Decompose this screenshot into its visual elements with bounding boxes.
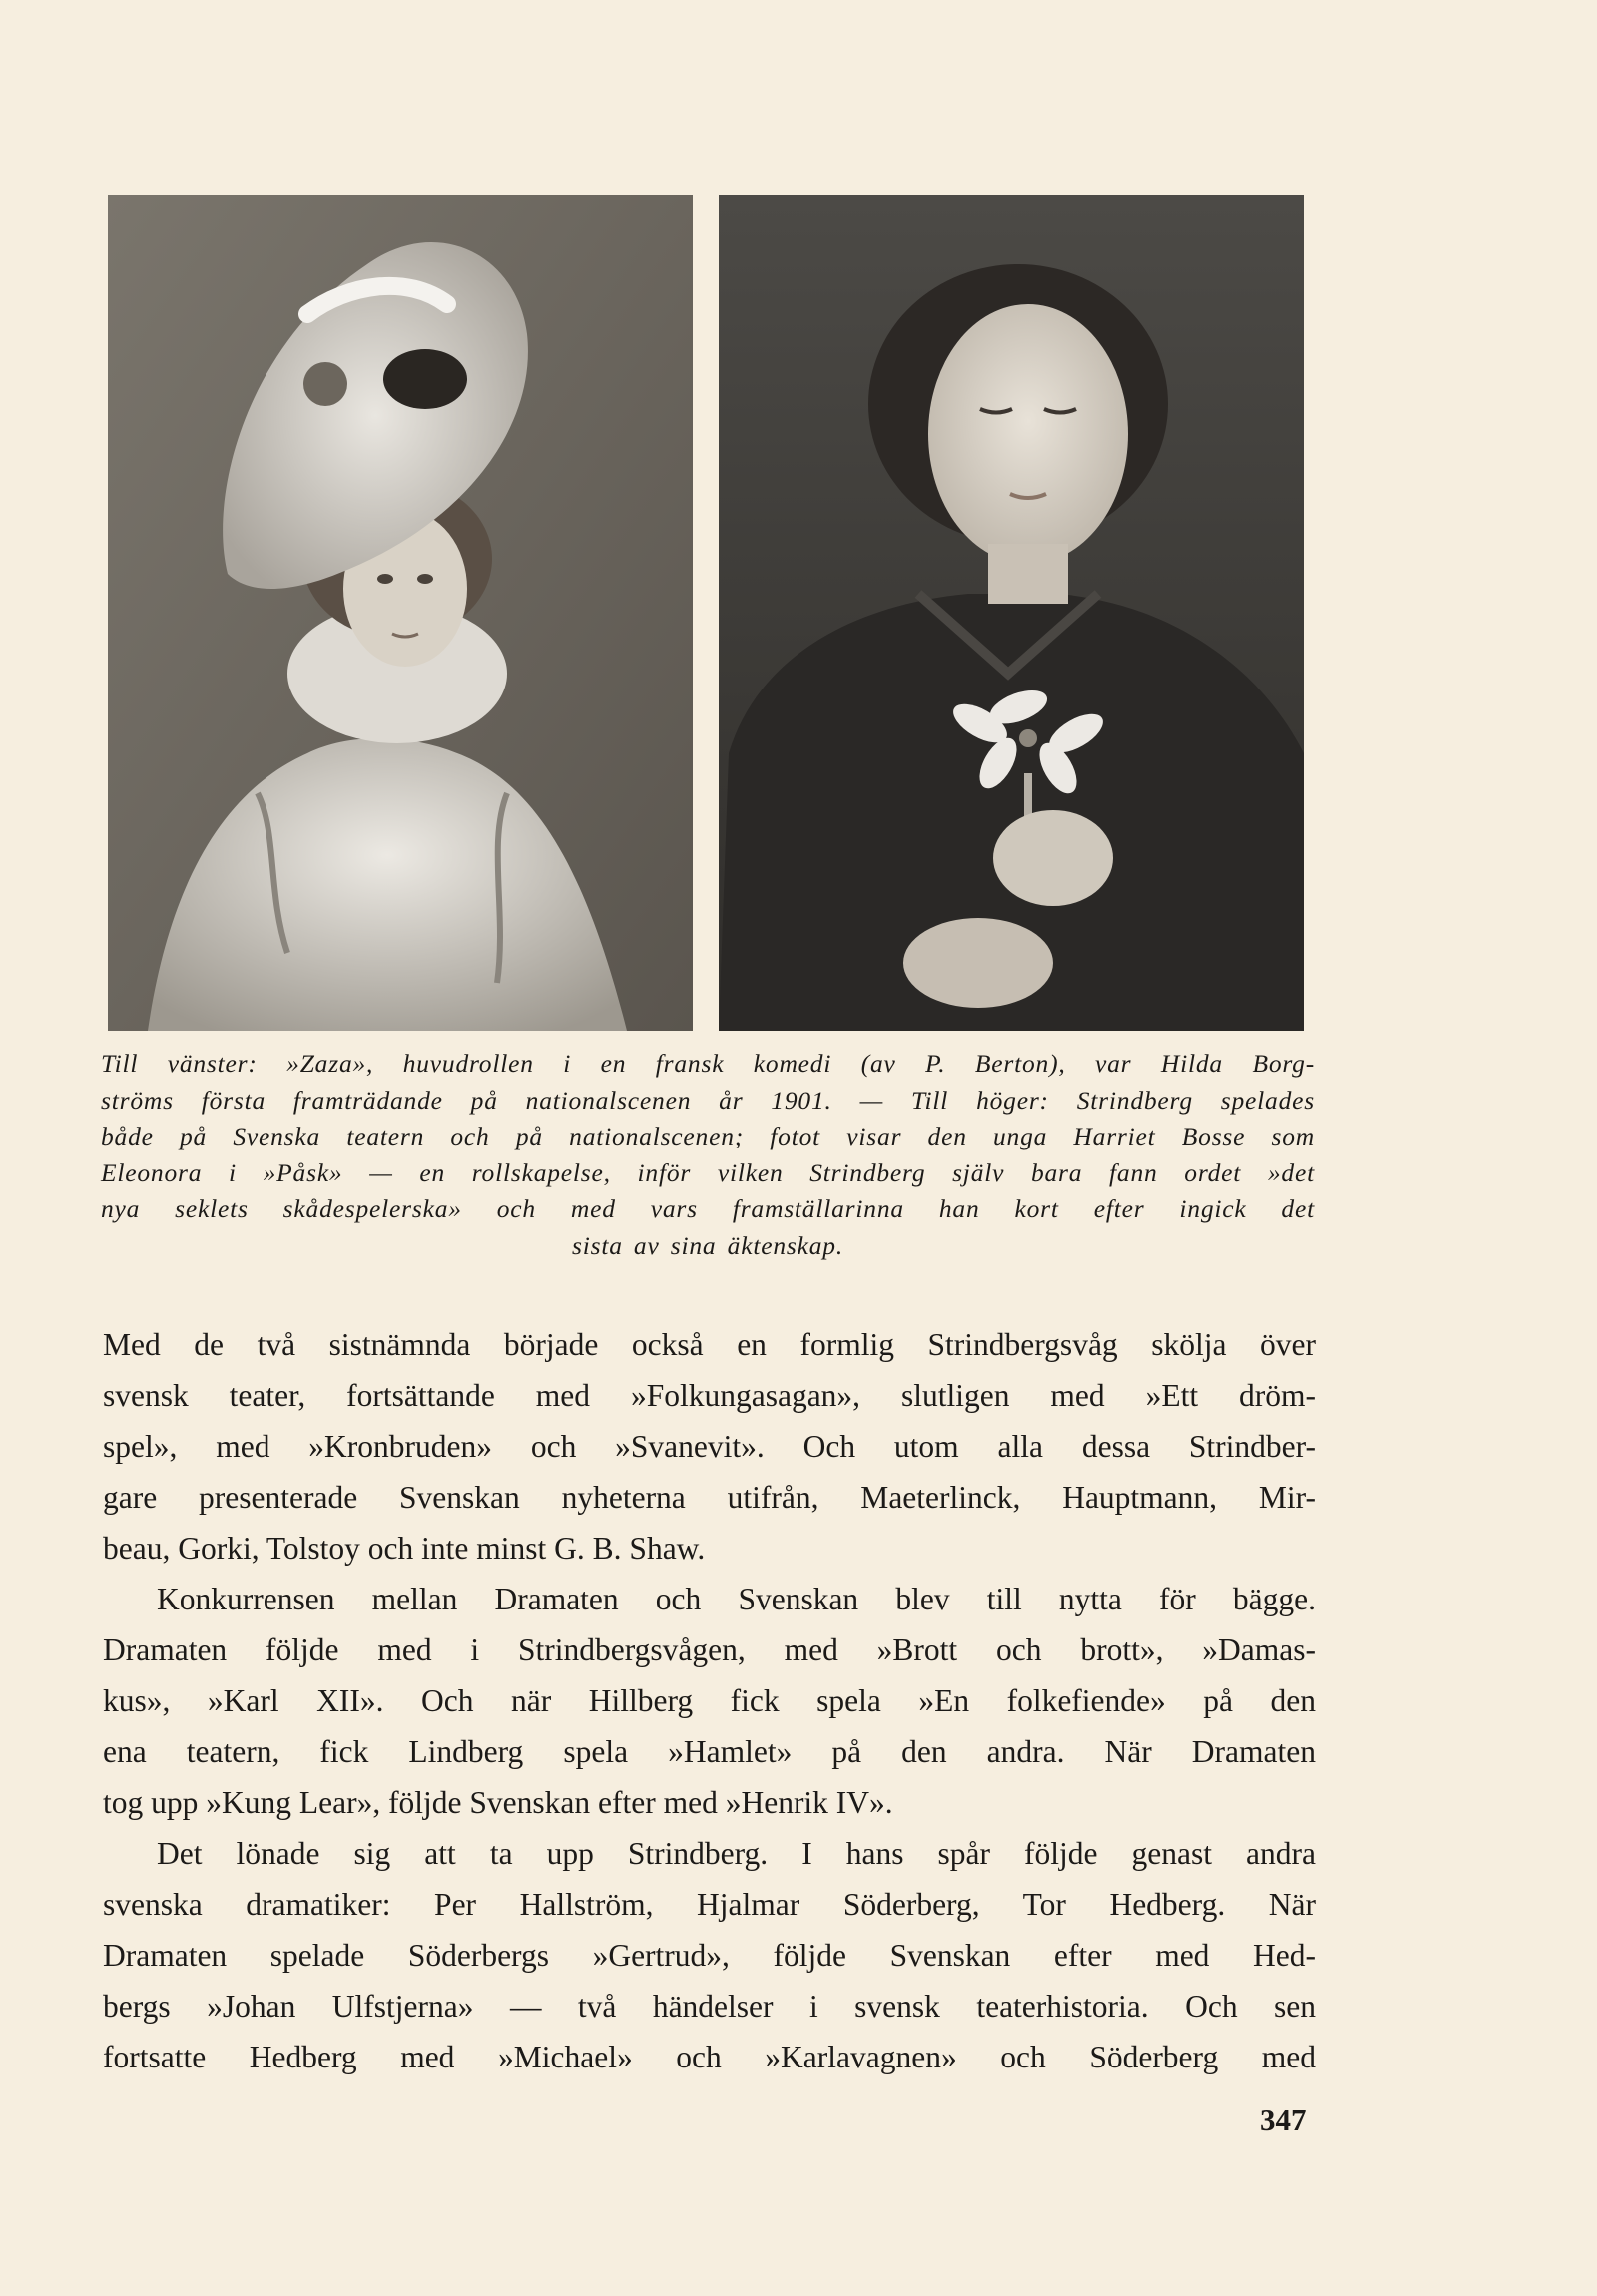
paragraph-line: ena teatern, fick Lindberg spela »Hamlet» på den andra. När Dramaten	[103, 1734, 1316, 1769]
paragraph-line: Det lönade sig att ta upp Strindberg. I hans spår följde genast andra	[157, 1836, 1316, 1871]
photo-caption	[101, 1046, 1315, 1265]
portrait-woman-holding-flower	[719, 195, 1304, 1031]
paragraph-line: tog upp »Kung Lear», följde Svenskan efter med »Henrik IV».	[103, 1785, 893, 1820]
paragraph-line: gare presenterade Svenskan nyheterna utifrån, Maeterlinck, Hauptmann, Mir-	[103, 1480, 1316, 1515]
paragraph-line: svensk teater, fortsättande med »Folkungasagan», slutligen med »Ett dröm-	[103, 1378, 1316, 1413]
body-text	[103, 1319, 1316, 2082]
caption-line: nya seklets skådespelerska» och med vars framställarinna han kort efter ingick det	[101, 1194, 1315, 1224]
paragraph-line: Dramaten följde med i Strindbergsvågen, med »Brott och brott», »Damas-	[103, 1632, 1316, 1667]
paragraph-line: Med de två sistnämnda började också en formlig Strindbergsvåg skölja över	[103, 1327, 1316, 1362]
paragraph-line: svenska dramatiker: Per Hallström, Hjalmar Söderberg, Tor Hedberg. När	[103, 1887, 1316, 1922]
caption-line: Till vänster: »Zaza», huvudrollen i en fransk komedi (av P. Berton), var Hilda Borg-	[101, 1049, 1315, 1078]
paragraph-line: bergs »Johan Ulfstjerna» — två händelser i svensk teaterhistoria. Och sen	[103, 1989, 1316, 2024]
paragraph-line: kus», »Karl XII». Och när Hillberg fick spela »En folkefiende» på den	[103, 1683, 1316, 1718]
caption-line: både på Svenska teatern och på nationalscenen; fotot visar den unga Harriet Bosse som	[101, 1122, 1315, 1151]
photo-hilda-borgstrom-as-zaza	[108, 195, 693, 1031]
paragraph-line: Konkurrensen mellan Dramaten och Svenskan blev till nytta för bägge.	[157, 1582, 1316, 1616]
page-number: 347	[1260, 2102, 1307, 2137]
portrait-woman-with-feathered-hat	[108, 195, 693, 1031]
paragraph-line: beau, Gorki, Tolstoy och inte minst G. B. Shaw.	[103, 1531, 706, 1566]
caption-line: ströms första framträdande på nationalscenen år 1901. — Till höger: Strindberg spelades	[101, 1085, 1315, 1115]
paragraph-line: Dramaten spelade Söderbergs »Gertrud», följde Svenskan efter med Hed-	[103, 1938, 1316, 1973]
caption-line: sista av sina äktenskap.	[571, 1230, 843, 1260]
paragraph-line: fortsatte Hedberg med »Michael» och »Karlavagnen» och Söderberg med	[103, 2040, 1316, 2074]
paragraph-line: spel», med »Kronbruden» och »Svanevit». Och utom alla dessa Strindber-	[103, 1429, 1316, 1464]
caption-line: Eleonora i »Påsk» — en rollskapelse, inför vilken Strindberg själv bara fann ordet »det	[101, 1157, 1315, 1187]
photo-harriet-bosse-as-eleonora	[719, 195, 1304, 1031]
